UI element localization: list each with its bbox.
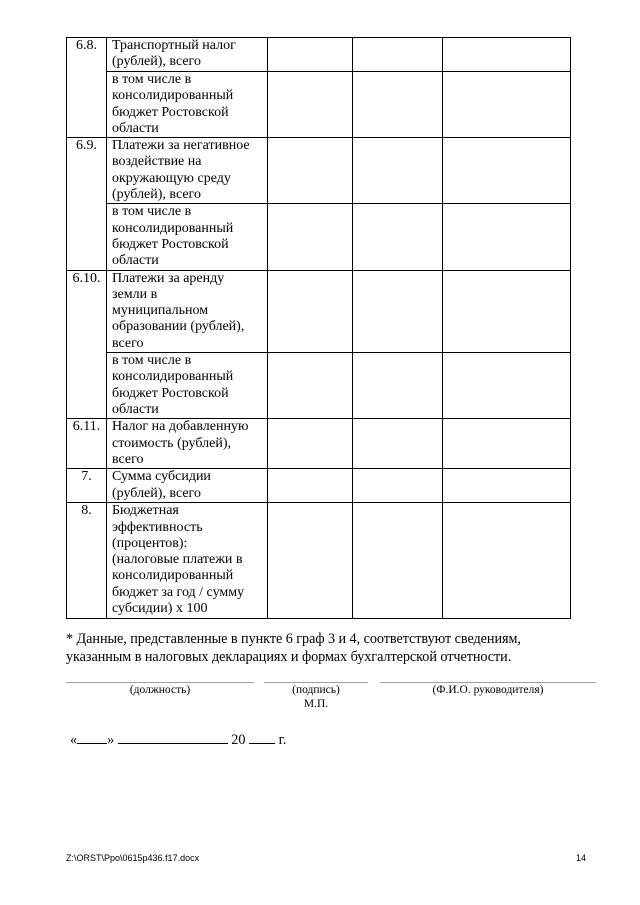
value-cell: [353, 138, 443, 204]
table-row: [67, 138, 571, 204]
footnote: * Данные, представленные в пункте 6 граф 3 и 4, соответствуют сведениям, указанным в налоговых декларациях и формах бухгалтерской отчетности.: [66, 631, 521, 665]
position-line: [66, 682, 254, 683]
signature-line: [264, 682, 368, 683]
name-line: [380, 682, 596, 683]
row-number: 6.8.: [67, 38, 107, 138]
value-cell: [268, 419, 353, 469]
table-row: [67, 469, 571, 503]
value-cell: [268, 204, 353, 270]
value-cell: [268, 270, 353, 352]
value-cell: [353, 469, 443, 503]
file-path: Z:\ORST\Ppo\0615p436.f17.docx: [66, 853, 200, 863]
row-description: Транспортный налог (рублей), всего: [107, 38, 268, 72]
position-label: (должность): [129, 684, 191, 696]
value-cell: [353, 503, 443, 619]
table-row: [67, 503, 571, 619]
value-cell: [353, 38, 443, 72]
value-cell: [268, 72, 353, 138]
table-row: [67, 270, 571, 352]
century: 20: [231, 732, 246, 748]
value-cell: [443, 270, 571, 352]
row-number: 8.: [67, 503, 107, 619]
indicators-table: [66, 37, 571, 619]
value-cell: [443, 419, 571, 469]
value-cell: [443, 503, 571, 619]
table-row: [67, 353, 571, 419]
day-blank: [77, 729, 107, 744]
value-cell: [268, 503, 353, 619]
value-cell: [353, 353, 443, 419]
row-description: Сумма субсидии (рублей), всего: [107, 469, 268, 503]
row-number: 6.11.: [67, 419, 107, 469]
value-cell: [443, 469, 571, 503]
value-cell: [443, 38, 571, 72]
value-cell: [443, 204, 571, 270]
table-row: [67, 419, 571, 469]
row-number: 6.9.: [67, 138, 107, 270]
value-cell: [268, 138, 353, 204]
value-cell: [443, 72, 571, 138]
row-description: в том числе в консолидированный бюджет Ростовской области: [107, 204, 268, 270]
value-cell: [268, 38, 353, 72]
value-cell: [443, 138, 571, 204]
page-number: 14: [575, 853, 586, 863]
close-quote: »: [107, 732, 115, 748]
row-number: 6.10.: [67, 270, 107, 419]
row-description: Бюджетная эффективность (процентов): (налоговые платежи в консолидированный бюджет за год / сумму субсидии) х 100: [107, 503, 268, 619]
table-row: [67, 38, 571, 72]
value-cell: [268, 353, 353, 419]
row-number: 7.: [67, 469, 107, 503]
row-description: Платежи за негативное воздействие на окружающую среду (рублей), всего: [107, 138, 268, 204]
stamp-label: М.П.: [303, 698, 329, 710]
date-line: [70, 729, 286, 749]
row-description: Налог на добавленную стоимость (рублей), всего: [107, 419, 268, 469]
month-blank: [118, 729, 228, 744]
value-cell: [353, 270, 443, 352]
name-label: (Ф.И.О. руководителя): [432, 684, 544, 696]
table-row: [67, 204, 571, 270]
open-quote: «: [70, 732, 78, 748]
table-row: [67, 72, 571, 138]
row-description: в том числе в консолидированный бюджет Ростовской области: [107, 72, 268, 138]
year-suffix: г.: [278, 732, 287, 748]
year-blank: [249, 729, 275, 744]
signature-label: (подпись): [292, 684, 340, 696]
value-cell: [353, 419, 443, 469]
value-cell: [443, 353, 571, 419]
value-cell: [353, 72, 443, 138]
row-description: в том числе в консолидированный бюджет Ростовской области: [107, 353, 268, 419]
row-description: Платежи за аренду земли в муниципальном образовании (рублей), всего: [107, 270, 268, 352]
value-cell: [268, 469, 353, 503]
value-cell: [353, 204, 443, 270]
